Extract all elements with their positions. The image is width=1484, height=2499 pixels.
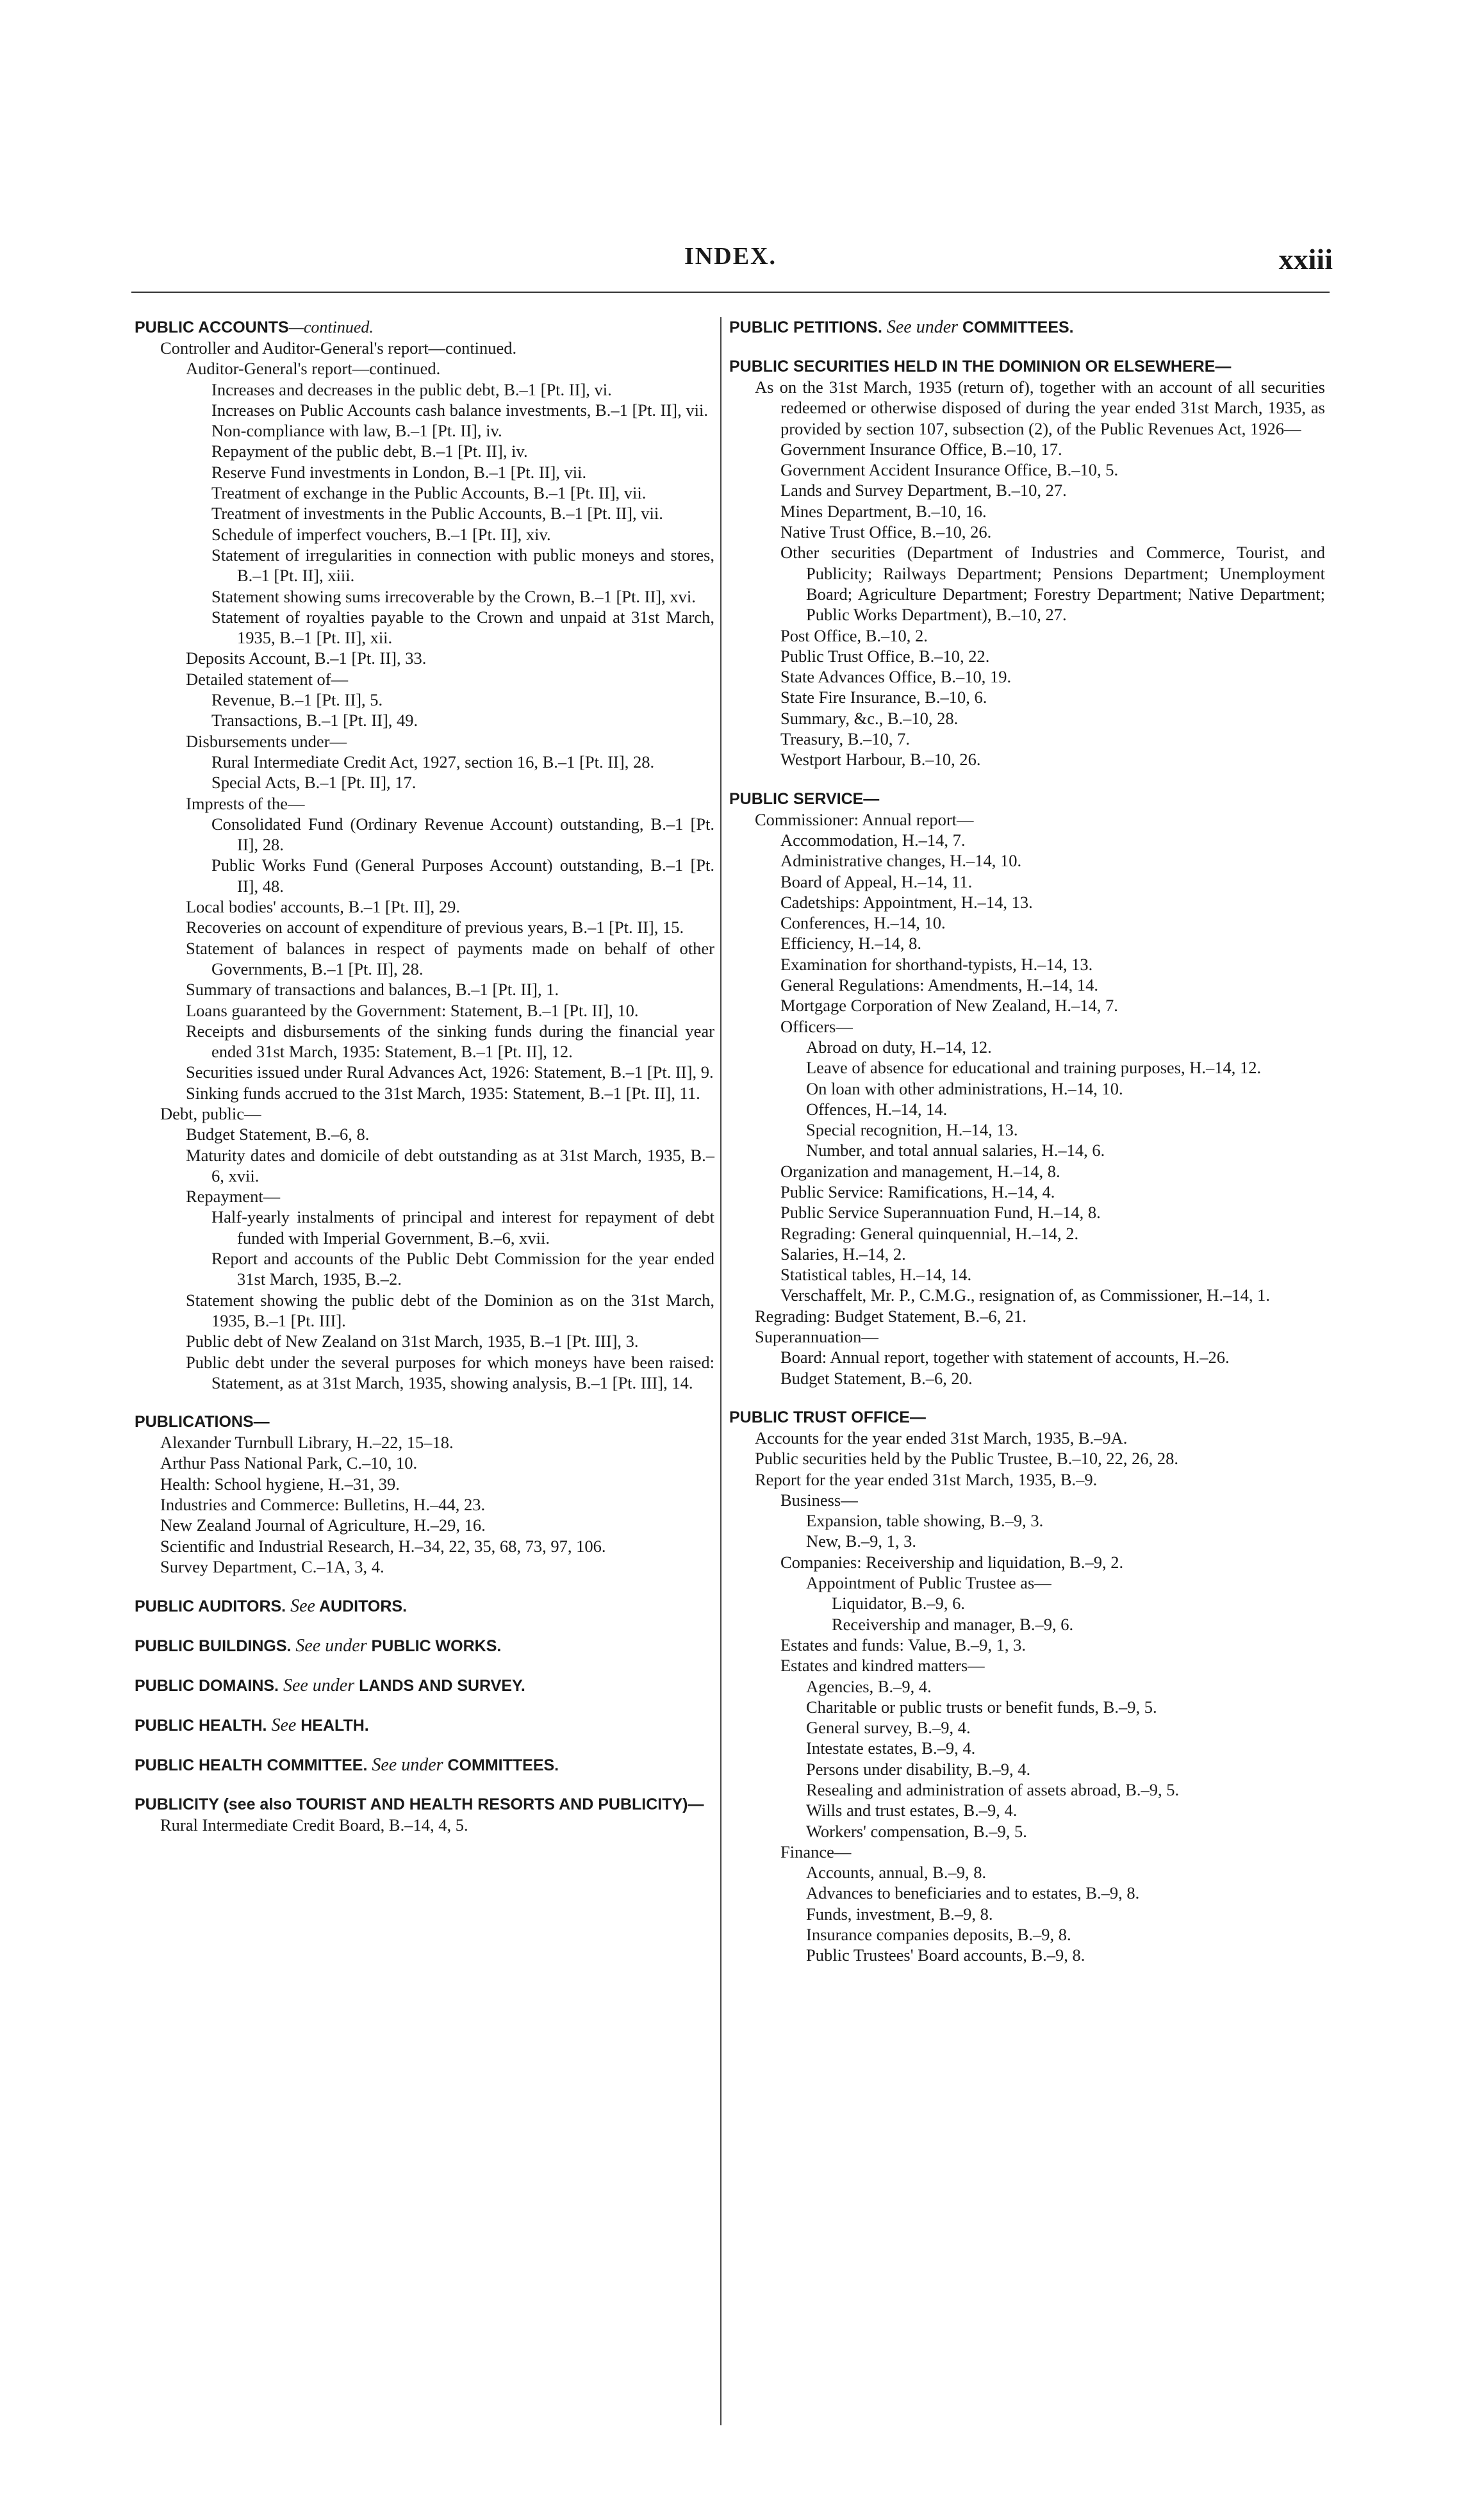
index-entry: Debt, public— — [160, 1103, 261, 1123]
index-entry: Officers— — [780, 1016, 853, 1036]
heading-text: PUBLIC PETITIONS. — [729, 318, 882, 336]
index-entry: Increases and decreases in the public debt, B.–1 [Pt. II], vi. — [211, 379, 612, 399]
index-entry: Public Trust Office, B.–10, 22. — [780, 646, 990, 666]
index-entry: Budget Statement, B.–6, 20. — [780, 1368, 973, 1388]
index-entry: Board of Appeal, H.–14, 11. — [780, 871, 973, 891]
index-entry: Companies: Receivership and liquidation, B.–9, 2. — [780, 1552, 1124, 1572]
index-entry: Revenue, B.–1 [Pt. II], 5. — [211, 690, 383, 710]
see-target: COMMITTEES. — [962, 318, 1074, 336]
index-entry: Appointment of Public Trustee as— — [806, 1573, 1051, 1593]
index-entry: As on the 31st March, 1935 (return of), together with an account of all securities redeemed or otherwise disposed of during the year ended 31st March, 1935, as provided by section 107, subsection (2), of the Public Revenues Act, 1926— — [755, 377, 1325, 438]
see-reference: See under — [372, 1755, 443, 1776]
index-entry: Business— — [780, 1490, 858, 1510]
index-entry: Treatment of exchange in the Public Accounts, B.–1 [Pt. II], vii. — [211, 483, 647, 503]
running-head — [128, 242, 1333, 281]
index-entry: Consolidated Fund (Ordinary Revenue Account) outstanding, B.–1 [Pt. II], 28. — [211, 814, 714, 855]
index-entry: Estates and kindred matters— — [780, 1656, 985, 1676]
see-reference: See under — [283, 1676, 355, 1696]
index-entry: Native Trust Office, B.–10, 26. — [780, 522, 992, 542]
heading-suffix: —continued. — [288, 318, 374, 336]
index-entry: Salaries, H.–14, 2. — [780, 1244, 906, 1264]
index-entry: Summary, &c., B.–10, 28. — [780, 708, 959, 728]
index-entry: Funds, investment, B.–9, 8. — [806, 1904, 993, 1924]
index-section-public-health — [135, 1715, 714, 1736]
index-entry: Agencies, B.–9, 4. — [806, 1676, 932, 1696]
index-entry: Expansion, table showing, B.–9, 3. — [806, 1511, 1044, 1531]
index-entry: Number, and total annual salaries, H.–14, 6. — [806, 1141, 1105, 1160]
index-entry: Statement of irregularities in connection with public moneys and stores, B.–1 [Pt. II], xiii. — [211, 545, 714, 586]
index-entry: New, B.–9, 1, 3. — [806, 1531, 916, 1551]
index-entry: Examination for shorthand-typists, H.–14, 13. — [780, 954, 1093, 974]
index-entry: Arthur Pass National Park, C.–10, 10. — [160, 1453, 418, 1473]
index-heading — [729, 1408, 1325, 1428]
index-entry: State Advances Office, B.–10, 19. — [780, 667, 1012, 687]
see-reference: See under — [295, 1636, 367, 1656]
heading-text: PUBLIC AUDITORS. — [135, 1597, 286, 1616]
index-entry: Administrative changes, H.–14, 10. — [780, 851, 1022, 871]
column-divider — [720, 317, 721, 2425]
running-title: INDEX. — [684, 243, 777, 270]
index-entry: Maturity dates and domicile of debt outstanding as at 31st March, 1935, B.–6, xvii. — [186, 1145, 714, 1185]
index-entry: Charitable or public trusts or benefit funds, B.–9, 5. — [806, 1697, 1157, 1717]
index-entry: Securities issued under Rural Advances Act, 1926: Statement, B.–1 [Pt. II], 9. — [186, 1062, 714, 1082]
index-entry: Receivership and manager, B.–9, 6. — [832, 1614, 1074, 1634]
index-section-public-trust-office — [729, 1408, 1325, 1966]
index-heading — [135, 1715, 714, 1736]
index-entry: Finance— — [780, 1842, 852, 1861]
index-entry: Lands and Survey Department, B.–10, 27. — [780, 481, 1067, 500]
index-entry: Government Accident Insurance Office, B.–10, 5. — [780, 460, 1119, 480]
heading-text: PUBLICITY (see also TOURIST AND HEALTH RESORTS AND PUBLICITY)— — [135, 1795, 704, 1814]
index-entry: Advances to beneficiaries and to estates, B.–9, 8. — [806, 1883, 1140, 1903]
index-entry: Public Trustees' Board accounts, B.–9, 8. — [806, 1945, 1085, 1965]
index-entry: Imprests of the— — [186, 793, 305, 813]
index-entry: Summary of transactions and balances, B.–1 [Pt. II], 1. — [186, 980, 559, 1000]
index-entry: Treasury, B.–10, 7. — [780, 729, 910, 749]
index-entry: Rural Intermediate Credit Act, 1927, section 16, B.–1 [Pt. II], 28. — [211, 752, 655, 771]
heading-text: PUBLIC BUILDINGS. — [135, 1637, 292, 1656]
index-entry: Public Service: Ramifications, H.–14, 4. — [780, 1182, 1055, 1201]
index-entry: Other securities (Department of Industries and Commerce, Tourist, and Publicity; Railways Department; Pensions Department; Unemployment Board; Agriculture Department; Forestry Department; Native Department; Public Works Department), B.–10, 27. — [780, 543, 1325, 625]
heading-text: PUBLIC HEALTH. — [135, 1717, 267, 1735]
heading-text: PUBLIC SERVICE— — [729, 789, 880, 808]
index-entry: General Regulations: Amendments, H.–14, 14. — [780, 975, 1099, 995]
index-entry: Cadetships: Appointment, H.–14, 13. — [780, 892, 1033, 912]
index-entry: Health: School hygiene, H.–31, 39. — [160, 1474, 400, 1494]
index-entry: Post Office, B.–10, 2. — [780, 625, 928, 645]
index-entry: New Zealand Journal of Agriculture, H.–29, 16. — [160, 1515, 486, 1535]
index-entry: Survey Department, C.–1A, 3, 4. — [160, 1556, 384, 1576]
index-entry: Statement of royalties payable to the Crown and unpaid at 31st March, 1935, B.–1 [Pt. II], xii. — [211, 607, 714, 648]
index-entry: Rural Intermediate Credit Board, B.–14, 4, 5. — [160, 1815, 468, 1835]
index-entry: Conferences, H.–14, 10. — [780, 913, 946, 933]
index-entry: Abroad on duty, H.–14, 12. — [806, 1037, 992, 1057]
index-entry: Reserve Fund investments in London, B.–1 [Pt. II], vii. — [211, 462, 587, 482]
index-entry: Persons under disability, B.–9, 4. — [806, 1759, 1031, 1779]
index-section-public-auditors — [135, 1596, 714, 1617]
heading-text: PUBLICATIONS— — [135, 1413, 270, 1431]
index-entry: Government Insurance Office, B.–10, 17. — [780, 439, 1062, 459]
index-entry: Controller and Auditor-General's report—continued. — [160, 338, 517, 358]
index-entry: Local bodies' accounts, B.–1 [Pt. II], 29. — [186, 897, 460, 917]
heading-text: PUBLIC DOMAINS. — [135, 1677, 279, 1695]
index-entry: Alexander Turnbull Library, H.–22, 15–18. — [160, 1433, 454, 1453]
heading-text: PUBLIC ACCOUNTS — [135, 318, 289, 336]
index-entry: Budget Statement, B.–6, 8. — [186, 1125, 370, 1144]
index-entry: Intestate estates, B.–9, 4. — [806, 1738, 976, 1758]
index-entry: Repayment of the public debt, B.–1 [Pt. II], iv. — [211, 441, 528, 461]
index-entry: Receipts and disbursements of the sinking funds during the financial year ended 31st March, 1935: Statement, B.–1 [Pt. II], 12. — [186, 1021, 714, 1062]
index-entry: Half-yearly instalments of principal and interest for repayment of debt funded with Imperial Government, B.–6, xvii. — [211, 1207, 714, 1248]
index-entry: State Fire Insurance, B.–10, 6. — [780, 688, 987, 707]
header-rule — [131, 292, 1330, 293]
index-entry: Estates and funds: Value, B.–9, 1, 3. — [780, 1635, 1026, 1654]
index-section-publicity — [135, 1795, 714, 1835]
index-entry: Accommodation, H.–14, 7. — [780, 830, 966, 850]
index-entry: Public debt under the several purposes for which moneys have been raised: Statement, as at 31st March, 1935, showing analysis, B.–1 [Pt. III], 14. — [186, 1352, 714, 1392]
index-entry: Treatment of investments in the Public Accounts, B.–1 [Pt. II], vii. — [211, 504, 663, 524]
index-entry: Special Acts, B.–1 [Pt. II], 17. — [211, 773, 416, 793]
index-entry: Public Service Superannuation Fund, H.–14, 8. — [780, 1203, 1101, 1223]
index-section-public-buildings — [135, 1636, 714, 1656]
index-entry: Efficiency, H.–14, 8. — [780, 934, 922, 953]
see-reference: See under — [886, 317, 959, 337]
see-target: COMMITTEES. — [447, 1756, 559, 1775]
see-target: LANDS AND SURVEY. — [359, 1677, 525, 1695]
right-column — [729, 317, 1325, 1985]
index-section-public-petitions — [729, 317, 1325, 338]
index-entry: Mines Department, B.–10, 16. — [780, 501, 987, 521]
heading-text: PUBLIC TRUST OFFICE— — [729, 1408, 926, 1426]
index-entry: Superannuation— — [755, 1327, 878, 1347]
index-entry: Recoveries on account of expenditure of previous years, B.–1 [Pt. II], 15. — [186, 918, 684, 937]
index-heading — [135, 1755, 714, 1776]
index-entry: Resealing and administration of assets abroad, B.–9, 5. — [806, 1780, 1180, 1799]
index-entry: Scientific and Industrial Research, H.–34, 22, 35, 68, 73, 97, 106. — [160, 1536, 606, 1556]
index-entry: Regrading: Budget Statement, B.–6, 21. — [755, 1306, 1026, 1326]
index-entry: On loan with other administrations, H.–14, 10. — [806, 1078, 1123, 1098]
index-entry: General survey, B.–9, 4. — [806, 1718, 971, 1738]
index-entry: Commissioner: Annual report— — [755, 809, 974, 829]
index-entry: Statement showing sums irrecoverable by the Crown, B.–1 [Pt. II], xvi. — [211, 586, 696, 606]
index-entry: Statement of balances in respect of payments made on behalf of other Governments, B.–1 [Pt. II], 28. — [186, 938, 714, 978]
page-number: xxiii — [1278, 243, 1333, 276]
index-entry: Industries and Commerce: Bulletins, H.–44, 23. — [160, 1495, 486, 1515]
index-heading — [135, 1412, 714, 1432]
index-entry: Special recognition, H.–14, 13. — [806, 1120, 1018, 1140]
index-heading — [729, 357, 1325, 377]
index-entry: Increases on Public Accounts cash balance investments, B.–1 [Pt. II], vii. — [211, 400, 708, 420]
index-heading — [135, 1636, 714, 1656]
index-entry: Deposits Account, B.–1 [Pt. II], 33. — [186, 648, 427, 668]
see-reference: See — [271, 1715, 297, 1736]
index-entry: Leave of absence for educational and training purposes, H.–14, 12. — [806, 1058, 1262, 1078]
see-target: PUBLIC WORKS. — [371, 1637, 502, 1656]
index-entry: Public Works Fund (General Purposes Account) outstanding, B.–1 [Pt. II], 48. — [211, 855, 714, 896]
index-entry: Report and accounts of the Public Debt Commission for the year ended 31st March, 1935, B.–2. — [211, 1249, 714, 1289]
index-section-public-securities-held-in-the-dominion-o — [729, 357, 1325, 770]
index-entry: Liquidator, B.–9, 6. — [832, 1594, 965, 1613]
index-entry: Loans guaranteed by the Government: Statement, B.–1 [Pt. II], 10. — [186, 1000, 639, 1020]
index-entry: Westport Harbour, B.–10, 26. — [780, 750, 981, 770]
index-heading — [135, 1596, 714, 1617]
index-entry: Transactions, B.–1 [Pt. II], 49. — [211, 711, 418, 730]
see-reference: See — [290, 1596, 315, 1617]
index-section-public-health-committee — [135, 1755, 714, 1776]
index-entry: Sinking funds accrued to the 31st March, 1935: Statement, B.–1 [Pt. II], 11. — [186, 1083, 700, 1103]
index-entry: Workers' compensation, B.–9, 5. — [806, 1821, 1027, 1841]
index-entry: Disbursements under— — [186, 731, 347, 751]
index-entry: Mortgage Corporation of New Zealand, H.–14, 7. — [780, 996, 1118, 1016]
index-entry: Non-compliance with law, B.–1 [Pt. II], iv. — [211, 421, 502, 441]
index-heading — [729, 789, 1325, 809]
index-entry: Board: Annual report, together with statement of accounts, H.–26. — [780, 1348, 1230, 1367]
see-target: AUDITORS. — [318, 1597, 408, 1616]
index-entry: Report for the year ended 31st March, 1935, B.–9. — [755, 1469, 1098, 1489]
index-entry: Public securities held by the Public Trustee, B.–10, 22, 26, 28. — [755, 1449, 1178, 1469]
index-entry: Schedule of imperfect vouchers, B.–1 [Pt. II], xiv. — [211, 524, 551, 544]
heading-text: PUBLIC HEALTH COMMITTEE. — [135, 1756, 368, 1775]
index-heading — [135, 317, 714, 338]
index-entry: Detailed statement of— — [186, 669, 349, 689]
index-heading — [135, 1676, 714, 1696]
heading-text: PUBLIC SECURITIES HELD IN THE DOMINION OR ELSEWHERE— — [729, 358, 1232, 375]
index-heading — [729, 317, 1325, 338]
index-entry: Repayment— — [186, 1187, 281, 1207]
index-entry: Statistical tables, H.–14, 14. — [780, 1265, 972, 1285]
index-entry: Insurance companies deposits, B.–9, 8. — [806, 1925, 1071, 1945]
index-section-public-accounts — [135, 317, 714, 1393]
index-entry: Auditor-General's report—continued. — [186, 359, 441, 379]
index-entry: Wills and trust estates, B.–9, 4. — [806, 1801, 1018, 1820]
left-column — [135, 317, 714, 1855]
index-entry: Organization and management, H.–14, 8. — [780, 1161, 1060, 1181]
index-entry: Verschaffelt, Mr. P., C.M.G., resignation of, as Commissioner, H.–14, 1. — [780, 1285, 1270, 1305]
index-section-public-domains — [135, 1676, 714, 1696]
index-entry: Public debt of New Zealand on 31st March, 1935, B.–1 [Pt. III], 3. — [186, 1332, 639, 1351]
index-section-public-service — [729, 789, 1325, 1389]
index-entry: Statement showing the public debt of the Dominion as on the 31st March, 1935, B.–1 [Pt. III]. — [186, 1290, 714, 1330]
index-heading — [135, 1795, 714, 1815]
index-entry: Regrading: General quinquennial, H.–14, 2. — [780, 1223, 1079, 1243]
index-entry: Accounts for the year ended 31st March, 1935, B.–9A. — [755, 1428, 1128, 1447]
index-entry: Offences, H.–14, 14. — [806, 1099, 948, 1119]
index-entry: Accounts, annual, B.–9, 8. — [806, 1863, 987, 1883]
see-target: HEALTH. — [301, 1717, 369, 1735]
index-section-publications — [135, 1412, 714, 1577]
